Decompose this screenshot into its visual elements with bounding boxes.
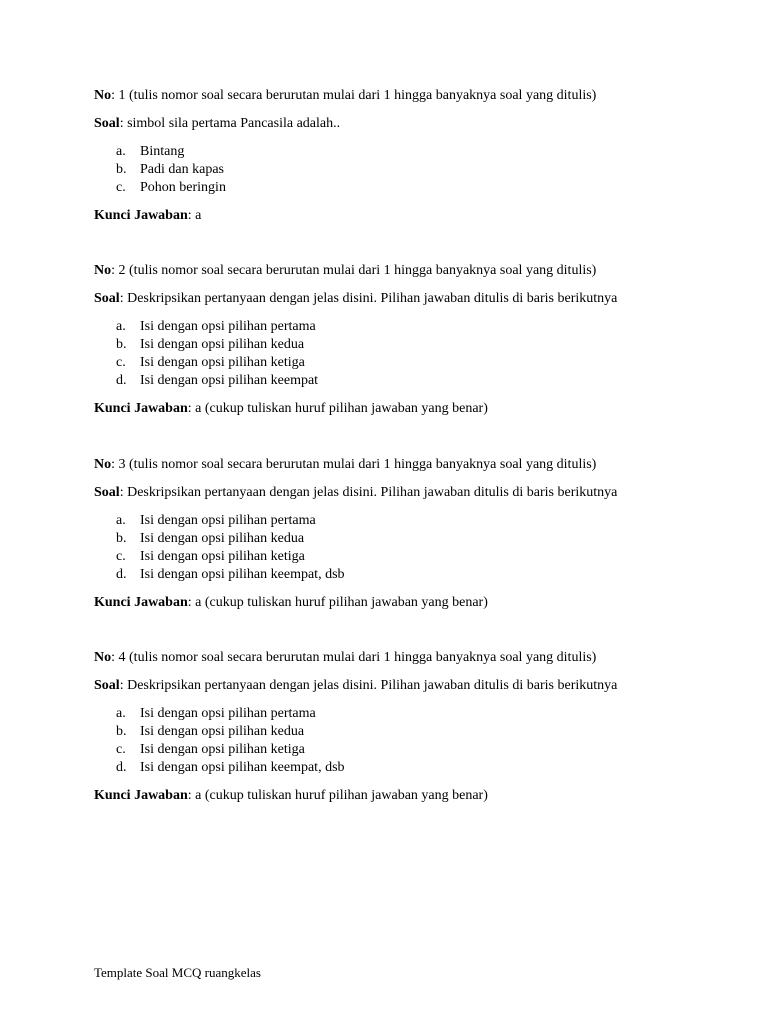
question-text: : Deskripsikan pertanyaan dengan jelas disini. Pilihan jawaban ditulis di baris berikutnya: [119, 291, 618, 306]
answer-key-text: : a (cukup tuliskan huruf pilihan jawaban yang benar): [187, 788, 488, 803]
option-letter: b.: [116, 162, 127, 177]
kunci-label: Kunci Jawaban: [94, 401, 188, 416]
option-text: Isi dengan opsi pilihan ketiga: [140, 355, 305, 370]
question-block-4: [94, 649, 714, 805]
question-number-line: [94, 262, 714, 280]
option-letter: d.: [116, 567, 127, 582]
soal-label: Soal: [94, 678, 120, 693]
option-letter: d.: [116, 373, 127, 388]
option-text: Isi dengan opsi pilihan keempat, dsb: [140, 760, 345, 775]
option-letter: b.: [116, 337, 127, 352]
answer-options-list: [94, 318, 714, 390]
option-letter: c.: [116, 742, 126, 757]
no-label: No: [94, 263, 112, 278]
answer-option: [94, 336, 714, 354]
answer-option: [94, 759, 714, 777]
question-text-line: [94, 115, 714, 133]
question-text: : Deskripsikan pertanyaan dengan jelas disini. Pilihan jawaban ditulis di baris berikutnya: [119, 485, 618, 500]
no-label: No: [94, 88, 112, 103]
answer-option: [94, 530, 714, 548]
kunci-label: Kunci Jawaban: [94, 788, 188, 803]
question-number-text: : 2 (tulis nomor soal secara berurutan mulai dari 1 hingga banyaknya soal yang ditulis): [111, 263, 597, 278]
option-letter: a.: [116, 144, 126, 159]
option-text: Isi dengan opsi pilihan kedua: [140, 724, 305, 739]
answer-option: [94, 372, 714, 390]
option-text: Bintang: [140, 144, 185, 159]
question-number-line: [94, 456, 714, 474]
answer-option: [94, 566, 714, 584]
question-number-line: [94, 87, 714, 105]
option-letter: c.: [116, 180, 126, 195]
answer-option: [94, 354, 714, 372]
answer-key-line: [94, 207, 714, 225]
option-text: Pohon beringin: [140, 180, 226, 195]
option-text: Isi dengan opsi pilihan pertama: [140, 319, 316, 334]
option-text: Isi dengan opsi pilihan pertama: [140, 706, 316, 721]
kunci-label: Kunci Jawaban: [94, 595, 188, 610]
answer-key-line: [94, 400, 714, 418]
option-letter: b.: [116, 724, 127, 739]
answer-key-text: : a (cukup tuliskan huruf pilihan jawaban yang benar): [187, 401, 488, 416]
option-letter: d.: [116, 760, 127, 775]
answer-option: [94, 161, 714, 179]
soal-label: Soal: [94, 485, 120, 500]
option-letter: a.: [116, 513, 126, 528]
question-block-3: [94, 456, 714, 612]
option-letter: a.: [116, 319, 126, 334]
answer-option: [94, 705, 714, 723]
answer-options-list: [94, 512, 714, 584]
answer-options-list: [94, 143, 714, 197]
answer-option: [94, 548, 714, 566]
answer-key-line: [94, 787, 714, 805]
option-text: Isi dengan opsi pilihan keempat, dsb: [140, 567, 345, 582]
question-number-text: : 4 (tulis nomor soal secara berurutan mulai dari 1 hingga banyaknya soal yang ditulis): [111, 650, 597, 665]
answer-key-line: [94, 594, 714, 612]
question-number-line: [94, 649, 714, 667]
question-text: : Deskripsikan pertanyaan dengan jelas disini. Pilihan jawaban ditulis di baris berikutnya: [119, 678, 618, 693]
option-text: Isi dengan opsi pilihan kedua: [140, 531, 305, 546]
answer-option: [94, 741, 714, 759]
answer-option: [94, 723, 714, 741]
question-number-text: : 1 (tulis nomor soal secara berurutan mulai dari 1 hingga banyaknya soal yang ditulis): [111, 88, 597, 103]
option-letter: c.: [116, 549, 126, 564]
option-text: Isi dengan opsi pilihan pertama: [140, 513, 316, 528]
option-letter: a.: [116, 706, 126, 721]
no-label: No: [94, 650, 112, 665]
soal-label: Soal: [94, 116, 120, 131]
option-text: Isi dengan opsi pilihan kedua: [140, 337, 305, 352]
no-label: No: [94, 457, 112, 472]
option-letter: c.: [116, 355, 126, 370]
question-text-line: [94, 290, 714, 308]
answer-option: [94, 512, 714, 530]
answer-option: [94, 143, 714, 161]
soal-label: Soal: [94, 291, 120, 306]
option-letter: b.: [116, 531, 127, 546]
answer-options-list: [94, 705, 714, 777]
question-text: : simbol sila pertama Pancasila adalah..: [119, 116, 341, 131]
option-text: Padi dan kapas: [140, 162, 224, 177]
option-text: Isi dengan opsi pilihan ketiga: [140, 549, 305, 564]
question-text-line: [94, 484, 714, 502]
question-block-1: [94, 87, 714, 225]
answer-key-text: : a: [187, 208, 202, 223]
question-block-2: [94, 262, 714, 418]
kunci-label: Kunci Jawaban: [94, 208, 188, 223]
answer-key-text: : a (cukup tuliskan huruf pilihan jawaban yang benar): [187, 595, 488, 610]
page-footer: Template Soal MCQ ruangkelas: [94, 965, 261, 980]
option-text: Isi dengan opsi pilihan ketiga: [140, 742, 305, 757]
option-text: Isi dengan opsi pilihan keempat: [140, 373, 319, 388]
answer-option: [94, 179, 714, 197]
question-text-line: [94, 677, 714, 695]
question-number-text: : 3 (tulis nomor soal secara berurutan mulai dari 1 hingga banyaknya soal yang ditulis): [111, 457, 597, 472]
answer-option: [94, 318, 714, 336]
